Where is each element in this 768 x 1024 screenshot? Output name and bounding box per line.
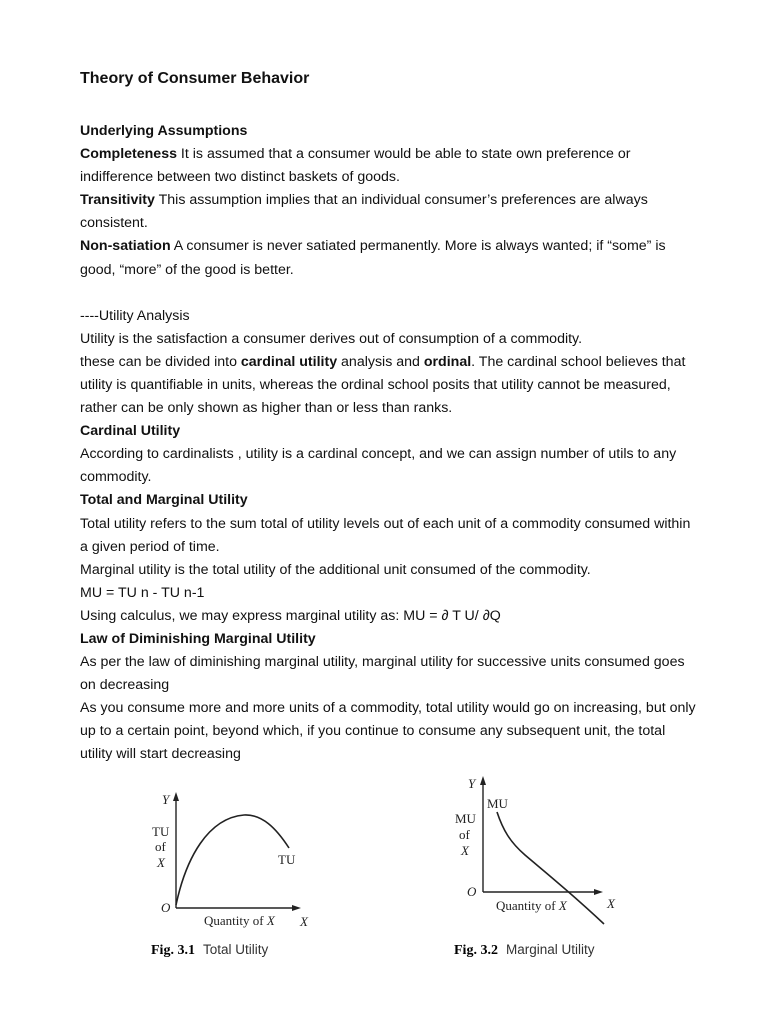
fig2-number: Fig. 3.2 xyxy=(454,943,498,958)
fig2-x-axis-end: X xyxy=(607,896,615,911)
fig2-y-label-3: X xyxy=(461,843,469,858)
fig1-y-label-1: TU xyxy=(152,824,170,839)
fig1-x-axis-label-text: Quantity of xyxy=(204,913,267,928)
fig1-tu-curve xyxy=(176,815,289,905)
transitivity-paragraph xyxy=(80,189,700,235)
utility-analysis-heading: ----Utility Analysis xyxy=(80,307,190,324)
ldmu-text-1: As per the law of diminishing marginal utility, marginal utility for successive units consumed goes on decreasing xyxy=(80,654,685,694)
ordinal-term: ordinal xyxy=(423,353,472,370)
fig2-y-axis-label: Y xyxy=(468,776,476,791)
completeness-paragraph xyxy=(80,143,700,189)
fig2-x-axis-label-var: X xyxy=(558,898,567,913)
fig1-number: Fig. 3.1 xyxy=(151,943,195,958)
fig1-x-axis-end: X xyxy=(300,914,308,929)
fig1-axes xyxy=(173,792,301,911)
total-marginal-utility-heading: Total and Marginal Utility xyxy=(80,492,248,509)
document-title: Theory of Consumer Behavior xyxy=(80,70,310,87)
fig1-y-axis-label: Y xyxy=(162,792,170,807)
underlying-assumptions-heading: Underlying Assumptions xyxy=(80,123,248,139)
fig1-origin: O xyxy=(161,900,171,915)
fig2-x-axis-label-text: Quantity of xyxy=(496,898,559,913)
marginal-utility-text: Marginal utility is the total utility of the additional unit consumed of the commodity. xyxy=(80,561,591,578)
nonsatiation-paragraph xyxy=(80,235,700,281)
cardinal-utility-text: According to cardinalists , utility is a cardinal concept, and we can assign number of utils to any commodity. xyxy=(80,446,677,486)
divided-text-c: . The cardinal school believes that utility is quantifiable in units, whereas the ordinal school posits that utility cannot be measured, rather can be only shown as higher than or less than ranks. xyxy=(80,353,686,417)
fig2-curve-label: MU xyxy=(487,796,508,811)
calculus-text: Using calculus, we may express marginal utility as: MU = ∂ T U/ ∂Q xyxy=(80,607,501,624)
cardinal-utility-term: cardinal utility xyxy=(240,353,338,370)
completeness-term: Completeness xyxy=(80,146,177,163)
fig2-x-arrow xyxy=(594,889,603,895)
nonsatiation-term: Non-satiation xyxy=(80,238,171,255)
fig2-y-arrow xyxy=(480,776,486,785)
ldmu-text-2: As you consume more and more units of a commodity, total utility would go on increasing, but only up to a certain point, beyond which, if you continue to consume any subsequent unit, the total utility will start decreasing xyxy=(80,700,696,763)
fig1-x-axis-label-var: X xyxy=(266,913,275,928)
fig2-axes xyxy=(480,776,603,895)
divided-text-a: these can be divided into xyxy=(80,353,241,370)
mu-formula: MU = TU n - TU n-1 xyxy=(80,584,205,601)
divided-text-b: analysis and xyxy=(337,353,424,370)
fig1-y-arrow xyxy=(173,792,179,801)
fig1-caption-text: Total Utility xyxy=(202,942,269,957)
fig1-y-label-2: of xyxy=(155,839,166,854)
completeness-text: It is assumed that a consumer would be able to state own preference or indifference between two distinct baskets of goods. xyxy=(80,146,631,186)
total-utility-text: Total utility refers to the sum total of utility levels out of each unit of a commodity consumed within a given period of time. xyxy=(80,515,691,555)
nonsatiation-text: A consumer is never satiated permanently. More is always wanted; if “some” is good, “more” of the good is better. xyxy=(80,238,666,278)
fig1-x-axis-label xyxy=(204,913,276,928)
fig1-caption xyxy=(151,942,268,959)
fig2-y-label-1: MU xyxy=(455,811,476,826)
transitivity-text: This assumption implies that an individual consumer’s preferences are always consistent. xyxy=(80,192,648,232)
fig2-caption-text: Marginal Utility xyxy=(505,942,595,957)
law-diminishing-mu-heading: Law of Diminishing Marginal Utility xyxy=(80,630,316,647)
fig2-mu-curve xyxy=(497,812,604,924)
cardinal-utility-heading: Cardinal Utility xyxy=(80,423,181,440)
fig1-x-arrow xyxy=(292,905,301,911)
utility-definition: Utility is the satisfaction a consumer derives out of consumption of a commodity. xyxy=(80,330,583,347)
fig2-y-label-2: of xyxy=(459,827,470,842)
cardinal-ordinal-paragraph xyxy=(80,351,700,420)
fig2-x-axis-label xyxy=(496,898,568,913)
transitivity-term: Transitivity xyxy=(80,192,155,209)
fig2-origin: O xyxy=(467,884,477,899)
document-body xyxy=(80,120,700,767)
fig2-caption xyxy=(454,942,594,959)
fig1-curve-label: TU xyxy=(278,852,296,867)
fig1-y-label-3: X xyxy=(157,855,165,870)
